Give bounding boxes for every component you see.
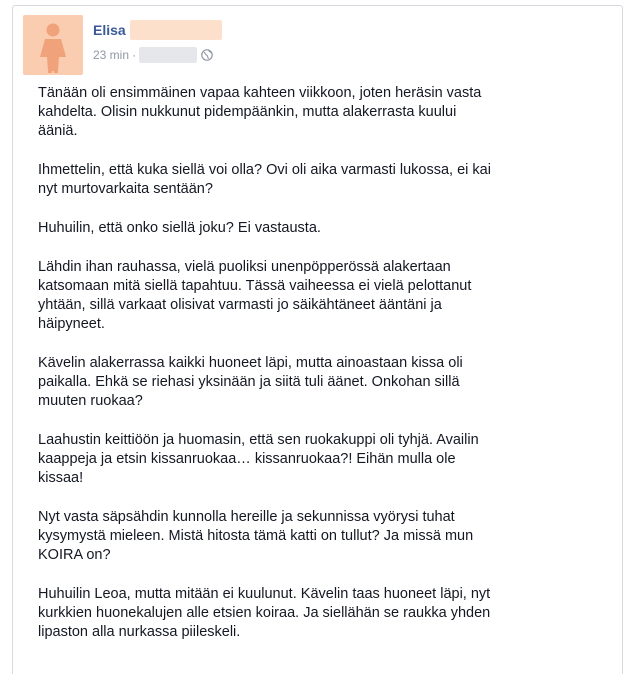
- meta-separator: ·: [132, 48, 137, 62]
- post-paragraph: Lähdin ihan rauhassa, vielä puoliksi unenpöpperössä alakertaan katsomaan mitä siellä tapahtuu. Tässä vaiheessa ei vielä pelottanut yhtään, sillä varkaat olisivat varmasti jo säikähtäneet ääntäni ja häipyneet.: [38, 259, 472, 332]
- post-paragraph: Nyt vasta säpsähdin kunnolla hereille ja sekunnissa vyörysi tuhat kysymystä mieleen. Mistä hitosta tämä katti on tullut? Ja missä mun KOIRA on?: [38, 509, 474, 563]
- author-name[interactable]: Elisa: [93, 22, 126, 38]
- post-timestamp[interactable]: 23 min: [93, 48, 130, 62]
- redacted-surname: [130, 20, 222, 40]
- post-paragraph: Tänään oli ensimmäinen vapaa kahteen viikkoon, joten heräsin vasta kahdelta. Olisin nukkunut pidempäänkin, mutta alakerrasta kuului ääniä.: [38, 85, 482, 139]
- post-meta: [93, 46, 213, 64]
- post-paragraph: Ihmettelin, että kuka siellä voi olla? Ovi oli aika varmasti lukossa, ei kai nyt murtovarkaita sentään?: [38, 162, 491, 197]
- post-card: [12, 5, 623, 674]
- post-paragraph: Kävelin alakerrassa kaikki huoneet läpi, mutta ainoastaan kissa oli paikalla. Ehkä se riehasi yksinään ja siitä tuli äänet. Onkohan sillä muuten ruokaa?: [38, 355, 463, 409]
- post-paragraph: Huhuilin, että onko siellä joku? Ei vastausta.: [38, 220, 321, 236]
- profile-picture[interactable]: [23, 15, 83, 75]
- redacted-location: [139, 47, 197, 63]
- globe-icon[interactable]: [201, 49, 213, 61]
- author-row: [93, 19, 222, 41]
- female-silhouette-icon: [23, 15, 83, 75]
- post-paragraph: Laahustin keittiöön ja huomasin, että sen ruokakuppi oli tyhjä. Availin kaappeja ja etsin kissanruokaa… kissanruokaa?! Eihän mulla ole kissaa!: [38, 432, 479, 486]
- post-paragraph: Huhuilin Leoa, mutta mitään ei kuulunut. Kävelin taas huoneet läpi, nyt kurkkien huonekalujen alle etsien koiraa. Ja siellähän se raukka yhden lipaston alla nurkassa piileskeli.: [38, 586, 491, 640]
- post-body: [38, 84, 598, 662]
